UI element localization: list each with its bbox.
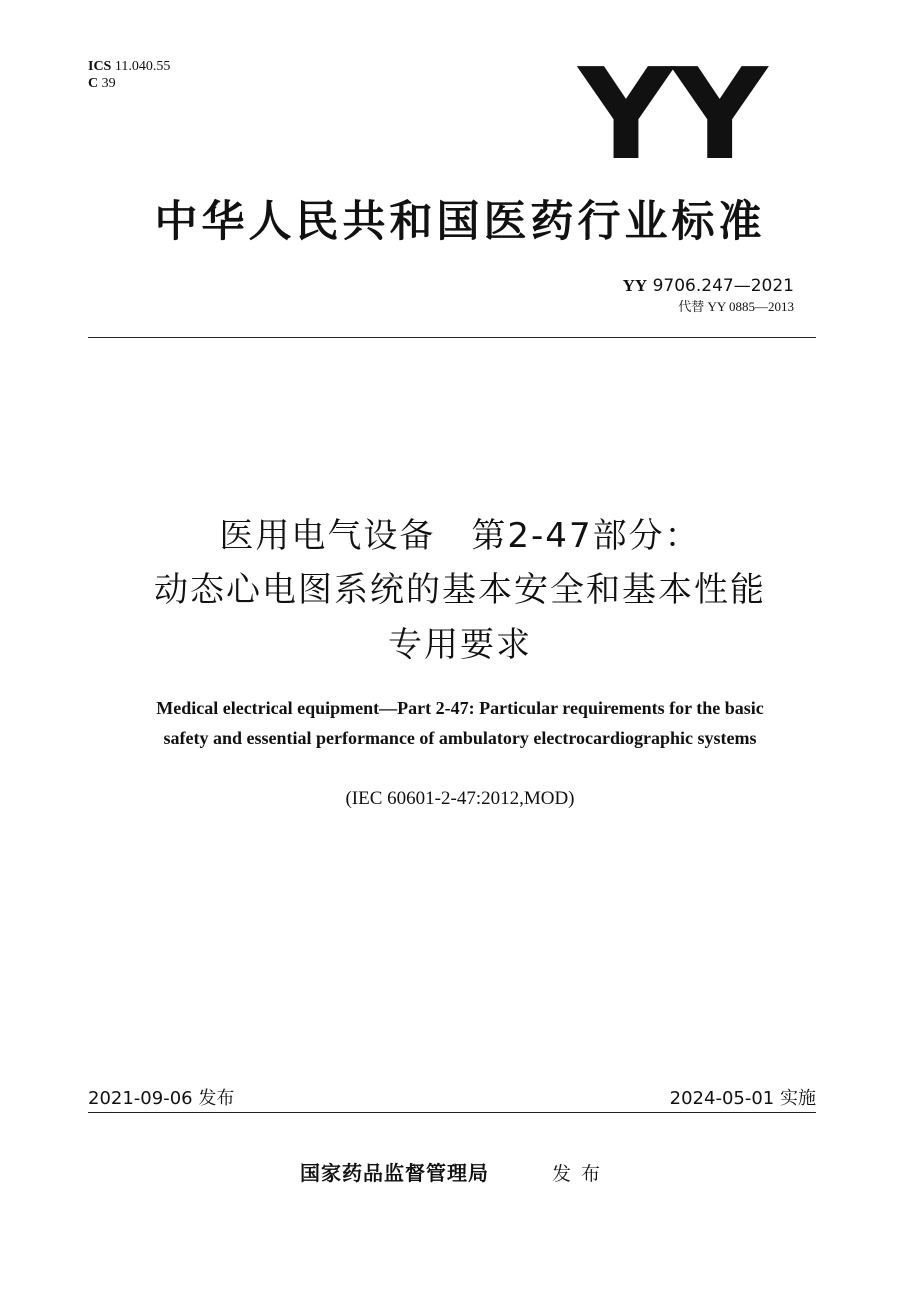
issue-date: 2021-09-06 发布 bbox=[88, 1088, 235, 1109]
footer-divider bbox=[88, 1112, 816, 1113]
title-en-line1: Medical electrical equipment—Part 2-47: Particular requirements for the basic bbox=[156, 698, 764, 718]
ccs-label: C bbox=[88, 76, 99, 91]
ics-label: ICS bbox=[88, 59, 112, 74]
publisher-suffix: 发布 bbox=[552, 1163, 611, 1185]
yy-logo: YY bbox=[577, 41, 765, 188]
standard-number-prefix: YY bbox=[622, 276, 648, 295]
ics-value: 11.040.55 bbox=[114, 59, 171, 74]
classification-codes bbox=[88, 58, 170, 92]
title-en-line2: safety and essential performance of ambulatory electrocardiographic systems bbox=[163, 728, 757, 748]
ics-code bbox=[88, 58, 170, 75]
standard-number-value: 9706.247—2021 bbox=[652, 276, 794, 296]
publisher: 国家药品监督管理局 bbox=[300, 1161, 489, 1185]
header-divider bbox=[88, 337, 816, 338]
effective-date: 2024-05-01 实施 bbox=[669, 1088, 816, 1109]
iec-reference: (IEC 60601-2-47:2012,MOD) bbox=[345, 788, 575, 809]
title-cn-line1: 医用电气设备 第2-47部分： bbox=[219, 516, 701, 556]
ccs-code bbox=[88, 75, 170, 92]
standard-category-title: 中华人民共和国医药行业标准 bbox=[154, 197, 766, 247]
title-cn-line3: 专用要求 bbox=[388, 625, 532, 665]
ccs-value: 39 bbox=[101, 76, 116, 91]
replaces-note: 代替 YY 0885—2013 bbox=[678, 299, 794, 314]
standard-number bbox=[623, 276, 794, 296]
title-cn-line2: 动态心电图系统的基本安全和基本性能 bbox=[154, 570, 766, 610]
